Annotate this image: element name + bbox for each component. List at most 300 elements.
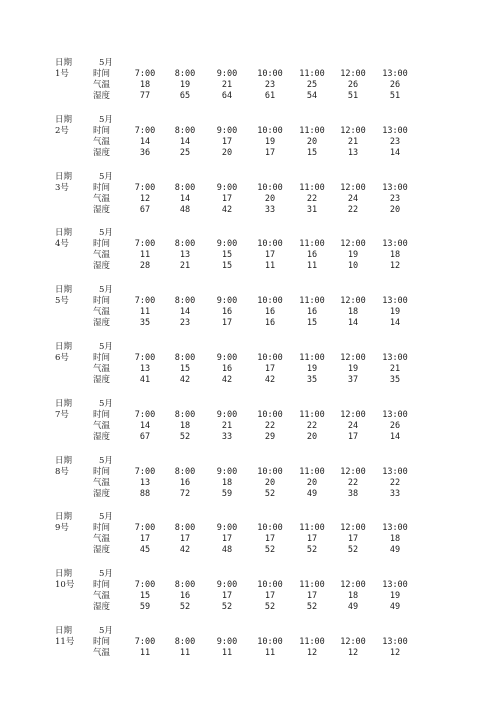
humidity-cell: 11 [264, 261, 276, 272]
temp-cell: 13 [179, 250, 191, 261]
time-cell: 12:00 [340, 69, 366, 79]
temp-cell: 14 [179, 307, 191, 318]
time-cell: 7:00 [134, 353, 156, 363]
humidity-cell: 88 [139, 488, 151, 499]
temp-cell: 18 [347, 307, 359, 318]
humidity-cell: 52 [306, 602, 318, 613]
date-label: 日期 [55, 228, 73, 239]
day-block [0, 285, 496, 335]
temp-cell: 13 [139, 477, 151, 488]
temp-row-label: 气温 [93, 648, 111, 658]
time-cell: 11:00 [299, 182, 325, 193]
temp-cell: 17 [264, 534, 276, 545]
day-label: 3号 [55, 182, 69, 193]
humidity-cell: 14 [389, 147, 401, 158]
time-cell: 10:00 [257, 125, 283, 136]
temp-row-label: 气温 [93, 591, 111, 602]
humidity-cell: 52 [264, 545, 276, 556]
month-label: 5月 [99, 58, 113, 68]
month-label: 5月 [99, 455, 113, 466]
day-label: 2号 [55, 125, 69, 136]
month-label: 5月 [99, 114, 113, 125]
humidity-cell: 49 [347, 602, 359, 613]
temp-row-label: 气温 [93, 193, 111, 204]
humidity-cell: 42 [179, 545, 191, 556]
temp-cell: 22 [306, 193, 318, 204]
day-label: 5号 [55, 296, 69, 307]
time-cell: 7:00 [134, 409, 156, 420]
time-cell: 12:00 [340, 296, 366, 307]
temp-cell: 18 [221, 477, 233, 488]
time-cell: 9:00 [216, 182, 238, 193]
temp-cell: 23 [389, 136, 401, 147]
time-cell: 8:00 [174, 466, 196, 477]
time-cell: 13:00 [382, 523, 408, 534]
time-cell: 11:00 [299, 466, 325, 477]
time-cell: 12:00 [340, 353, 366, 363]
time-cell: 13:00 [382, 296, 408, 307]
humidity-cell: 12 [389, 261, 401, 272]
humidity-cell: 16 [264, 318, 276, 329]
temp-cell: 24 [347, 193, 359, 204]
time-cell: 9:00 [216, 523, 238, 534]
temp-cell: 19 [264, 136, 276, 147]
time-cell: 9:00 [216, 125, 238, 136]
day-block [0, 569, 496, 619]
temp-cell: 21 [221, 420, 233, 431]
temp-cell: 26 [389, 420, 401, 431]
time-cell: 9:00 [216, 296, 238, 307]
time-cell: 11:00 [299, 637, 325, 647]
humidity-cell: 61 [264, 91, 276, 101]
time-cell: 9:00 [216, 239, 238, 250]
time-cell: 12:00 [340, 409, 366, 420]
time-cell: 9:00 [216, 637, 238, 647]
time-cell: 10:00 [257, 580, 283, 591]
month-label: 5月 [99, 512, 113, 523]
humidity-cell: 51 [389, 91, 401, 101]
temp-cell: 21 [221, 80, 233, 90]
temp-cell: 16 [179, 591, 191, 602]
temp-cell: 17 [179, 534, 191, 545]
humidity-cell: 17 [347, 431, 359, 442]
time-cell: 9:00 [216, 69, 238, 79]
time-cell: 11:00 [299, 125, 325, 136]
humidity-cell: 72 [179, 488, 191, 499]
time-row-label: 时间 [93, 125, 111, 136]
time-cell: 8:00 [174, 523, 196, 534]
day-block [0, 512, 496, 562]
humidity-cell: 52 [264, 488, 276, 499]
time-row-label: 时间 [93, 69, 111, 79]
time-cell: 8:00 [174, 296, 196, 307]
humidity-cell: 35 [389, 375, 401, 385]
temp-cell: 25 [306, 80, 318, 90]
humidity-cell: 15 [221, 261, 233, 272]
month-label: 5月 [99, 228, 113, 239]
humidity-cell: 35 [139, 318, 151, 329]
humidity-row-label: 湿度 [93, 147, 111, 158]
time-cell: 12:00 [340, 239, 366, 250]
humidity-cell: 48 [179, 204, 191, 215]
time-cell: 8:00 [174, 353, 196, 363]
humidity-cell: 29 [264, 431, 276, 442]
humidity-cell: 49 [389, 545, 401, 556]
humidity-cell: 51 [347, 91, 359, 101]
temp-cell: 19 [347, 250, 359, 261]
time-cell: 11:00 [299, 580, 325, 591]
time-cell: 12:00 [340, 182, 366, 193]
temp-cell: 17 [347, 534, 359, 545]
humidity-cell: 45 [139, 545, 151, 556]
humidity-cell: 67 [139, 431, 151, 442]
time-cell: 11:00 [299, 353, 325, 363]
date-label: 日期 [55, 455, 73, 466]
humidity-cell: 52 [347, 545, 359, 556]
temp-cell: 17 [221, 193, 233, 204]
temp-cell: 22 [306, 420, 318, 431]
humidity-cell: 52 [221, 602, 233, 613]
date-label: 日期 [55, 58, 73, 68]
humidity-cell: 35 [306, 375, 318, 385]
temp-cell: 15 [179, 364, 191, 374]
time-row-label: 时间 [93, 466, 111, 477]
date-label: 日期 [55, 512, 73, 523]
day-label: 9号 [55, 523, 69, 534]
humidity-row-label: 湿度 [93, 488, 111, 499]
humidity-row-label: 湿度 [93, 545, 111, 556]
time-cell: 13:00 [382, 580, 408, 591]
temp-cell: 17 [306, 534, 318, 545]
humidity-row-label: 湿度 [93, 375, 111, 385]
date-label: 日期 [55, 342, 73, 352]
humidity-cell: 33 [221, 431, 233, 442]
temp-cell: 14 [179, 193, 191, 204]
humidity-cell: 59 [221, 488, 233, 499]
day-label: 6号 [55, 353, 69, 363]
temp-cell: 22 [347, 477, 359, 488]
temp-cell: 11 [139, 648, 151, 658]
time-cell: 13:00 [382, 466, 408, 477]
day-block [0, 399, 496, 449]
humidity-cell: 25 [179, 147, 191, 158]
humidity-cell: 42 [221, 375, 233, 385]
temp-row-label: 气温 [93, 364, 111, 374]
temp-row-label: 气温 [93, 420, 111, 431]
time-cell: 7:00 [134, 466, 156, 477]
time-cell: 7:00 [134, 637, 156, 647]
time-cell: 8:00 [174, 409, 196, 420]
temp-cell: 15 [221, 250, 233, 261]
humidity-row-label: 湿度 [93, 204, 111, 215]
time-cell: 8:00 [174, 239, 196, 250]
temp-cell: 16 [264, 307, 276, 318]
temp-cell: 24 [347, 420, 359, 431]
temp-cell: 14 [179, 136, 191, 147]
time-cell: 7:00 [134, 523, 156, 534]
time-cell: 12:00 [340, 466, 366, 477]
temp-row-label: 气温 [93, 477, 111, 488]
time-row-label: 时间 [93, 637, 111, 647]
date-label: 日期 [55, 171, 73, 182]
temp-cell: 16 [221, 307, 233, 318]
time-cell: 8:00 [174, 182, 196, 193]
time-cell: 8:00 [174, 125, 196, 136]
temp-row-label: 气温 [93, 136, 111, 147]
humidity-cell: 10 [347, 261, 359, 272]
time-cell: 7:00 [134, 69, 156, 79]
time-cell: 13:00 [382, 409, 408, 420]
temp-row-label: 气温 [93, 307, 111, 318]
humidity-cell: 20 [389, 204, 401, 215]
humidity-cell: 33 [264, 204, 276, 215]
month-label: 5月 [99, 398, 113, 409]
humidity-cell: 52 [306, 545, 318, 556]
time-row-label: 时间 [93, 353, 111, 363]
time-cell: 8:00 [174, 580, 196, 591]
humidity-cell: 20 [306, 431, 318, 442]
temp-cell: 18 [179, 420, 191, 431]
day-label: 8号 [55, 466, 69, 477]
humidity-cell: 42 [264, 375, 276, 385]
humidity-cell: 42 [179, 375, 191, 385]
temp-cell: 17 [221, 136, 233, 147]
temp-cell: 16 [306, 307, 318, 318]
humidity-row-label: 湿度 [93, 91, 111, 101]
temp-cell: 21 [389, 364, 401, 374]
humidity-cell: 17 [221, 318, 233, 329]
time-cell: 10:00 [257, 466, 283, 477]
time-cell: 13:00 [382, 239, 408, 250]
temp-cell: 16 [179, 477, 191, 488]
temp-row-label: 气温 [93, 250, 111, 261]
humidity-cell: 49 [389, 602, 401, 613]
time-cell: 10:00 [257, 69, 283, 79]
time-cell: 11:00 [299, 69, 325, 79]
temp-cell: 19 [389, 307, 401, 318]
temp-cell: 20 [264, 193, 276, 204]
humidity-cell: 20 [221, 147, 233, 158]
time-cell: 11:00 [299, 409, 325, 420]
time-cell: 11:00 [299, 523, 325, 534]
temp-cell: 19 [347, 364, 359, 374]
day-label: 4号 [55, 239, 69, 250]
humidity-row-label: 湿度 [93, 318, 111, 329]
temp-cell: 17 [221, 591, 233, 602]
time-row-label: 时间 [93, 182, 111, 193]
time-cell: 12:00 [340, 580, 366, 591]
temp-cell: 26 [389, 80, 401, 90]
temp-row-label: 气温 [93, 534, 111, 545]
humidity-cell: 31 [306, 204, 318, 215]
humidity-cell: 14 [389, 318, 401, 329]
month-label: 5月 [99, 285, 113, 296]
humidity-row-label: 湿度 [93, 602, 111, 613]
temp-cell: 16 [306, 250, 318, 261]
time-cell: 13:00 [382, 69, 408, 79]
temp-cell: 22 [389, 477, 401, 488]
time-cell: 10:00 [257, 353, 283, 363]
temp-cell: 12 [139, 193, 151, 204]
temp-cell: 18 [389, 250, 401, 261]
humidity-row-label: 湿度 [93, 261, 111, 272]
day-label: 1号 [55, 69, 69, 79]
time-cell: 13:00 [382, 125, 408, 136]
time-cell: 9:00 [216, 353, 238, 363]
temp-cell: 20 [306, 136, 318, 147]
temp-cell: 20 [306, 477, 318, 488]
day-block [0, 626, 496, 676]
temp-cell: 16 [221, 364, 233, 374]
temp-cell: 13 [139, 364, 151, 374]
time-row-label: 时间 [93, 239, 111, 250]
humidity-cell: 52 [179, 431, 191, 442]
humidity-cell: 42 [221, 204, 233, 215]
humidity-cell: 48 [221, 545, 233, 556]
time-cell: 8:00 [174, 637, 196, 647]
time-cell: 12:00 [340, 125, 366, 136]
temp-cell: 17 [139, 534, 151, 545]
time-row-label: 时间 [93, 296, 111, 307]
time-cell: 13:00 [382, 637, 408, 647]
temp-cell: 18 [347, 591, 359, 602]
day-block [0, 342, 496, 392]
temp-cell: 14 [139, 420, 151, 431]
time-cell: 7:00 [134, 239, 156, 250]
day-block [0, 58, 496, 108]
humidity-cell: 28 [139, 261, 151, 272]
temp-cell: 21 [347, 136, 359, 147]
humidity-cell: 54 [306, 91, 318, 101]
humidity-cell: 11 [306, 261, 318, 272]
temp-cell: 19 [306, 364, 318, 374]
time-cell: 12:00 [340, 523, 366, 534]
month-label: 5月 [99, 626, 113, 636]
time-cell: 10:00 [257, 523, 283, 534]
humidity-cell: 21 [179, 261, 191, 272]
temp-cell: 26 [347, 80, 359, 90]
time-cell: 9:00 [216, 580, 238, 591]
time-cell: 10:00 [257, 182, 283, 193]
temp-cell: 11 [221, 648, 233, 658]
temp-cell: 18 [139, 80, 151, 90]
humidity-cell: 65 [179, 91, 191, 101]
time-cell: 11:00 [299, 239, 325, 250]
humidity-cell: 41 [139, 375, 151, 385]
temp-cell: 17 [264, 364, 276, 374]
humidity-cell: 77 [139, 91, 151, 101]
time-cell: 8:00 [174, 69, 196, 79]
time-cell: 9:00 [216, 409, 238, 420]
time-cell: 11:00 [299, 296, 325, 307]
time-cell: 10:00 [257, 296, 283, 307]
time-cell: 7:00 [134, 580, 156, 591]
humidity-cell: 67 [139, 204, 151, 215]
day-block [0, 228, 496, 278]
temp-cell: 18 [389, 534, 401, 545]
humidity-cell: 22 [347, 204, 359, 215]
temp-cell: 12 [389, 648, 401, 658]
temp-cell: 23 [264, 80, 276, 90]
time-cell: 10:00 [257, 409, 283, 420]
temp-cell: 14 [139, 136, 151, 147]
temp-cell: 19 [389, 591, 401, 602]
month-label: 5月 [99, 171, 113, 182]
date-label: 日期 [55, 626, 73, 636]
time-cell: 10:00 [257, 637, 283, 647]
humidity-cell: 38 [347, 488, 359, 499]
temp-cell: 11 [139, 250, 151, 261]
time-cell: 13:00 [382, 353, 408, 363]
temp-cell: 20 [264, 477, 276, 488]
humidity-cell: 52 [264, 602, 276, 613]
time-cell: 7:00 [134, 125, 156, 136]
day-label: 10号 [55, 580, 75, 591]
temp-cell: 11 [179, 648, 191, 658]
temp-row-label: 气温 [93, 80, 111, 90]
time-row-label: 时间 [93, 523, 111, 534]
humidity-cell: 37 [347, 375, 359, 385]
day-block [0, 172, 496, 222]
humidity-cell: 59 [139, 602, 151, 613]
time-cell: 7:00 [134, 296, 156, 307]
humidity-cell: 33 [389, 488, 401, 499]
temp-cell: 22 [264, 420, 276, 431]
humidity-cell: 14 [347, 318, 359, 329]
temp-cell: 15 [139, 591, 151, 602]
day-block [0, 456, 496, 506]
time-cell: 9:00 [216, 466, 238, 477]
humidity-cell: 15 [306, 147, 318, 158]
time-cell: 13:00 [382, 182, 408, 193]
temp-cell: 11 [264, 648, 276, 658]
humidity-row-label: 湿度 [93, 431, 111, 442]
temp-cell: 19 [179, 80, 191, 90]
humidity-cell: 49 [306, 488, 318, 499]
humidity-cell: 36 [139, 147, 151, 158]
temp-cell: 12 [347, 648, 359, 658]
date-label: 日期 [55, 285, 73, 296]
date-label: 日期 [55, 114, 73, 125]
day-label: 11号 [55, 637, 75, 647]
time-row-label: 时间 [93, 409, 111, 420]
humidity-cell: 14 [389, 431, 401, 442]
temp-cell: 17 [221, 534, 233, 545]
humidity-cell: 23 [179, 318, 191, 329]
temp-cell: 12 [306, 648, 318, 658]
date-label: 日期 [55, 398, 73, 409]
date-label: 日期 [55, 569, 73, 580]
temp-cell: 11 [139, 307, 151, 318]
time-cell: 12:00 [340, 637, 366, 647]
humidity-cell: 17 [264, 147, 276, 158]
day-label: 7号 [55, 409, 69, 420]
temp-cell: 23 [389, 193, 401, 204]
month-label: 5月 [99, 569, 113, 580]
humidity-cell: 13 [347, 147, 359, 158]
temp-cell: 17 [306, 591, 318, 602]
time-row-label: 时间 [93, 580, 111, 591]
humidity-cell: 52 [179, 602, 191, 613]
humidity-cell: 64 [221, 91, 233, 101]
temp-cell: 17 [264, 250, 276, 261]
temp-cell: 17 [264, 591, 276, 602]
time-cell: 10:00 [257, 239, 283, 250]
month-label: 5月 [99, 342, 113, 352]
time-cell: 7:00 [134, 182, 156, 193]
humidity-cell: 15 [306, 318, 318, 329]
day-block [0, 115, 496, 165]
